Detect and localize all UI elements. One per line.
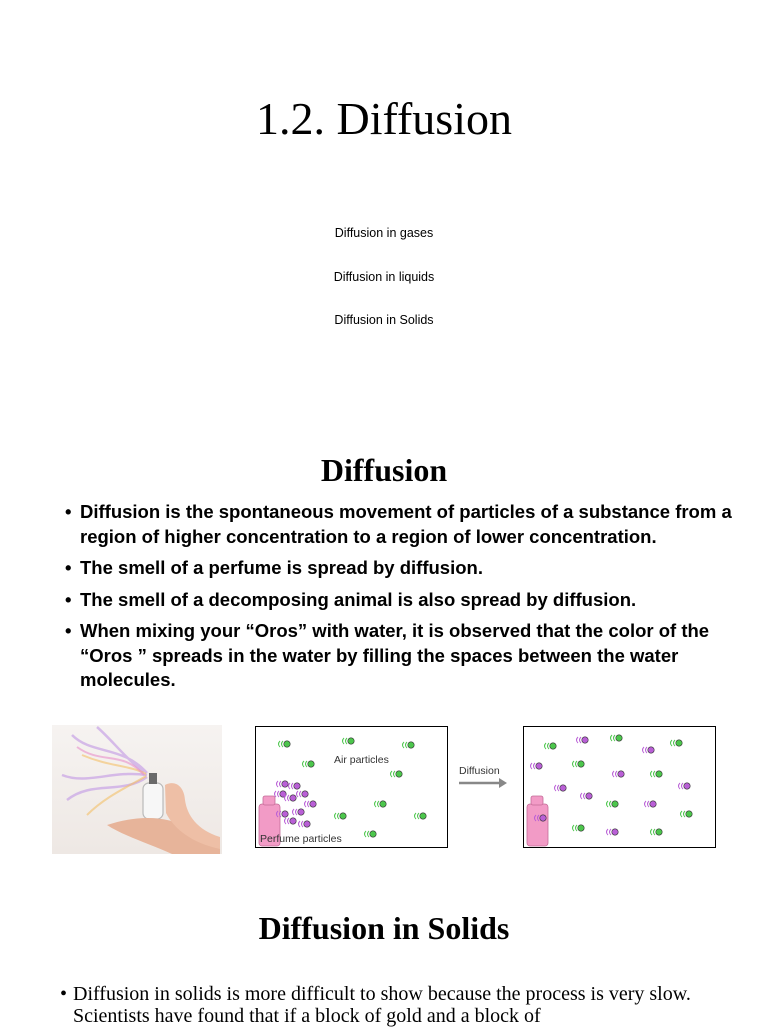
perfume-particles-label: Perfume particles [260,833,342,845]
bullet-item: • The smell of a decomposing animal is also spread by diffusion. [62,588,732,613]
solids-bullet-text: Diffusion in solids is more difficult to show because the process is very slow. Scientists have found that if a block of gold and a block of [73,983,691,1027]
topic-item-liquids: Diffusion in liquids [333,269,435,284]
bullet-list [62,500,732,700]
bullet-item: • When mixing your “Oros” with water, it is observed that the color of the “Oros ” spreads in the water by filling the spaces between the water molecules. [62,619,732,693]
topic-list [0,226,768,357]
perfume-spray-photo [52,725,222,854]
slide-title: 1.2. Diffusion [256,93,512,144]
bullet-item: • The smell of a perfume is spread by diffusion. [62,556,732,581]
section-heading-diffusion-in-solids: Diffusion in Solids [258,910,510,946]
perfume-bottle-icon [527,804,548,846]
solids-paragraph: • Diffusion in solids is more difficult to show because the process is very slow. Scientists have found that if a block of gold and a block of [60,983,710,1027]
diffusion-arrow-label: Diffusion [459,765,500,777]
air-particles-label: Air particles [334,754,389,766]
diagram-before-diffusion [255,726,448,853]
diagram-after-diffusion [523,726,716,853]
topic-item-gases: Diffusion in gases [334,226,434,240]
diffusion-arrow [455,760,515,799]
bullet-item: • Diffusion is the spontaneous movement of particles of a substance from a region of higher concentration to a region of lower concentration. [62,500,732,549]
section-heading-diffusion: Diffusion [320,452,448,488]
topic-item-solids: Diffusion in Solids [334,313,434,327]
